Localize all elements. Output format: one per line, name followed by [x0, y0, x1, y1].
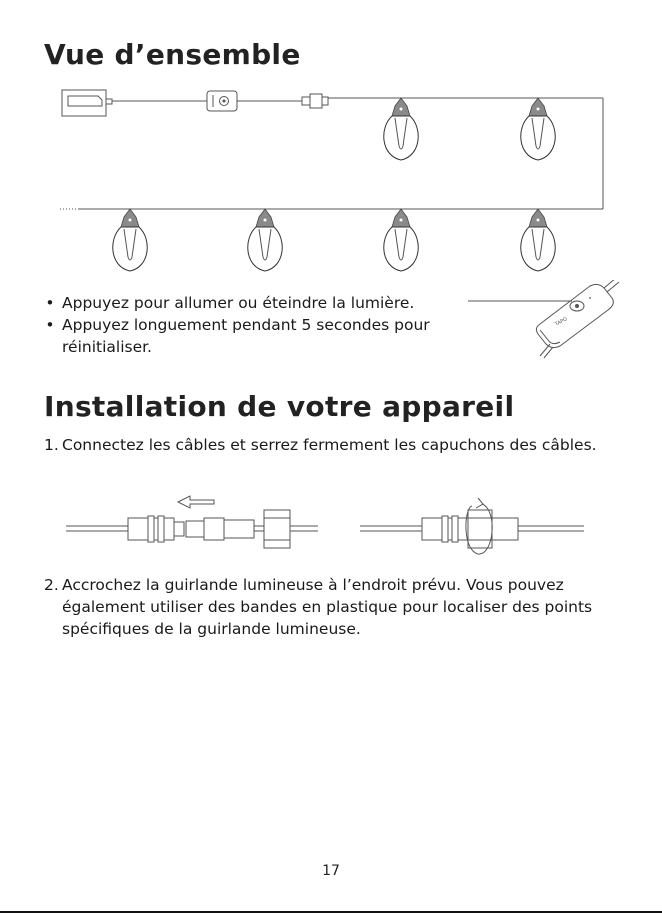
bottom-rule [0, 911, 662, 913]
step-text: Accrochez la guirlande lumineuse à l’endroit prévu. Vous pouvez également utiliser des bandes en plastique pour localiser des points spécifiques de la guirlande lumineuse. [62, 576, 593, 638]
connector-icon [302, 94, 328, 108]
step-number: 2. [44, 576, 59, 594]
bullet-text: Appuyez pour allumer ou éteindre la lumière. [62, 294, 415, 312]
bullet-dot: • [45, 316, 55, 334]
step-number: 1. [44, 436, 59, 454]
bulb-icon [521, 209, 555, 271]
controller-icon [207, 91, 237, 111]
bulb-icon [384, 209, 418, 271]
remote-controller-icon [536, 280, 619, 358]
overview-diagram [0, 80, 662, 280]
section-title-installation: Installation de votre appareil [44, 390, 515, 423]
section-title-overview: Vue d’ensemble [44, 38, 301, 71]
bulb-icon [384, 98, 418, 160]
bulb-icon [248, 209, 282, 271]
bulb-icon [521, 98, 555, 160]
step-text: Connectez les câbles et serrez fermement les capuchons des câbles. [62, 436, 597, 454]
svg-text:TAPO: TAPO [554, 316, 569, 328]
list-item [44, 434, 632, 456]
bullet-dot: • [45, 294, 55, 312]
rotate-arrow-icon [466, 498, 492, 554]
bullet-text: Appuyez longuement pendant 5 secondes pour réinitialiser. [62, 316, 430, 356]
power-adapter-icon [62, 90, 112, 116]
cable-connection-diagram [0, 488, 662, 568]
list-item [44, 574, 632, 640]
bulb-icon [113, 209, 147, 271]
page-number: 17 [322, 863, 340, 879]
arrow-left-icon [178, 496, 214, 508]
controller-closeup [0, 280, 662, 360]
